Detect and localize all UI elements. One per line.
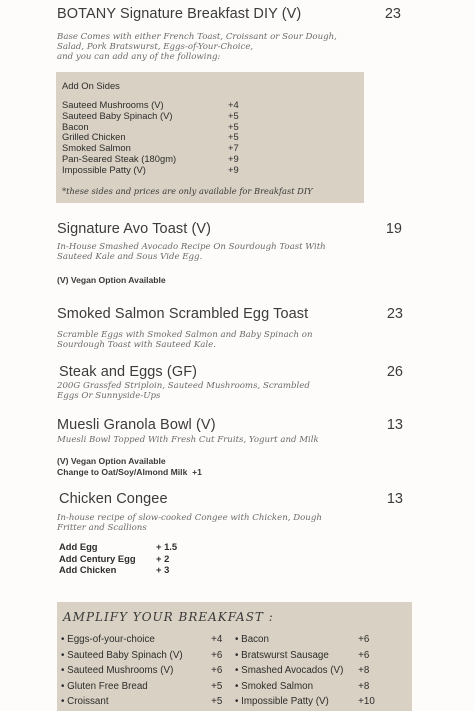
item-title: Muesli Granola Bowl (V)	[57, 417, 216, 433]
list-item: • Smashed Avocados (V) +8	[235, 665, 370, 676]
list-item: Sauteed Mushrooms (V) +4	[62, 99, 239, 110]
amplify-box	[57, 602, 412, 711]
item-title: Smoked Salmon Scrambled Egg Toast	[57, 306, 309, 322]
add-on-sides-header: Add On Sides	[62, 80, 120, 91]
item-description: In-house recipe of slow-cooked Congee with Chicken, Dough Fritter and Scallions	[57, 513, 322, 533]
list-item: • Sauteed Mushrooms (V) +6	[61, 665, 223, 676]
item-price: 19	[385, 221, 402, 237]
list-item: Add Chicken + 3	[59, 564, 170, 575]
item-price: 13	[386, 417, 403, 433]
list-item: Add Egg + 1.5	[59, 541, 178, 552]
sides-note: *these sides and prices are only available for Breakfast DIY	[62, 186, 313, 196]
item-title: Signature Avo Toast (V)	[57, 221, 212, 237]
list-item: • Gluten Free Bread +5	[61, 680, 223, 692]
item-price: 23	[386, 306, 403, 322]
item-description: Muesli Bowl Topped With Fresh Cut Fruits, Yogurt and Milk	[57, 435, 319, 445]
list-item: • Eggs-of-your-choice +4	[61, 634, 223, 645]
list-item: • Croissant +5	[61, 696, 223, 707]
list-item: • Impossible Patty (V) +10	[235, 696, 375, 707]
list-item: • Smoked Salmon +8	[235, 680, 370, 692]
item-description: In-House Smashed Avocado Recipe On Sourdough Toast With Sauteed Kale and Sous Vide Egg.	[57, 242, 326, 262]
list-item: Sauteed Baby Spinach (V) +5	[62, 109, 239, 121]
item-price: 23	[384, 6, 401, 22]
congee-addons	[59, 541, 177, 576]
list-item: Pan-Seared Steak (180gm) +9	[62, 152, 239, 164]
list-item: • Bratswurst Sausage +6	[235, 649, 370, 661]
add-on-sides-box	[56, 72, 364, 203]
add-on-sides-list	[62, 100, 258, 176]
list-item: Add Century Egg + 2	[59, 552, 170, 564]
amplify-title: AMPLIFY YOUR BREAKFAST :	[63, 610, 274, 624]
vegan-note: (V) Vegan Option Available	[57, 275, 166, 285]
item-price: 26	[386, 364, 403, 380]
item-description: Base Comes with either French Toast, Croissant or Sour Dough, Salad, Pork Bratswurst, Eggs-of-Your-Choice, and you can add any of the following:	[57, 32, 337, 62]
list-item: Grilled Chicken +5	[62, 131, 239, 143]
item-title: Steak and Eggs (GF)	[59, 364, 198, 380]
item-description: 200G Grassfed Striploin, Sauteed Mushrooms, Scrambled Eggs Or Sunnyside-Ups	[57, 381, 310, 401]
amplify-left-list	[61, 632, 222, 710]
item-description: Scramble Eggs with Smoked Salmon and Baby Spinach on Sourdough Toast with Sauteed Kale.	[57, 330, 313, 350]
list-item: Impossible Patty (V) +9	[62, 163, 239, 175]
item-title: BOTANY Signature Breakfast DIY (V)	[57, 6, 302, 22]
amplify-right-list	[235, 632, 375, 710]
list-item: Smoked Salmon +7	[62, 142, 239, 154]
item-title: Chicken Congee	[59, 491, 168, 507]
vegan-note: (V) Vegan Option Available	[57, 456, 166, 466]
item-price: 13	[386, 491, 403, 507]
list-item: • Bacon +6	[235, 634, 370, 645]
list-item: Bacon +5	[62, 120, 239, 132]
list-item: • Sauteed Baby Spinach (V) +6	[61, 649, 223, 661]
milk-option-note: Change to Oat/Soy/Almond Milk +1	[57, 467, 202, 477]
